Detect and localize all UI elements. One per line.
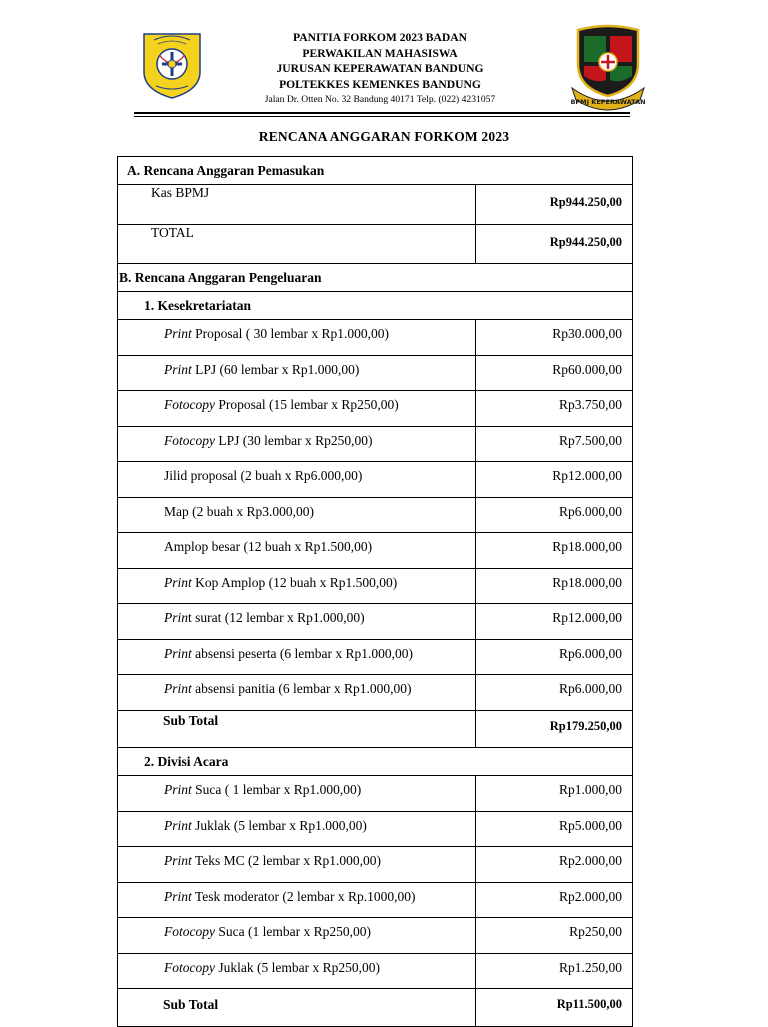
expense-item-description (118, 604, 476, 640)
income-amount: Rp944.250,00 (476, 185, 633, 225)
expense-item-text: Map (2 buah x Rp3.000,00) (164, 503, 314, 519)
expense-item-row (118, 639, 633, 675)
expense-item-amount: Rp6.000,00 (476, 639, 633, 675)
expense-item-row (118, 568, 633, 604)
expense-item-text: Proposal ( 30 lembar x Rp1.000,00) (191, 326, 389, 341)
expense-item-row (118, 847, 633, 883)
expense-item-row (118, 320, 633, 356)
expense-item-description (118, 391, 476, 427)
expense-item-description (118, 426, 476, 462)
expense-item-description (118, 918, 476, 954)
expense-item-text: Juklak (5 lembar x Rp1.000,00) (191, 817, 367, 833)
subtotal-row (118, 710, 633, 748)
expense-item-description (118, 639, 476, 675)
bpmj-keperawatan-shield-icon (568, 22, 648, 112)
expense-item-description (118, 568, 476, 604)
expense-item-description (118, 675, 476, 711)
expense-item-text: Kop Amplop (12 buah x Rp1.500,00) (191, 574, 398, 590)
income-label: TOTAL (118, 224, 476, 264)
svg-text:BPMJ KEPERAWATAN: BPMJ KEPERAWATAN (570, 98, 646, 106)
expense-item-row (118, 918, 633, 954)
expense-item-description (118, 355, 476, 391)
expense-item-text: LPJ (30 lembar x Rp250,00) (214, 432, 373, 448)
org-line-4: POLTEKKES KEMENKES BANDUNG (279, 77, 481, 91)
expense-item-description (118, 462, 476, 498)
expense-item-row (118, 462, 633, 498)
expense-item-amount: Rp6.000,00 (476, 497, 633, 533)
expense-item-amount: Rp3.750,00 (476, 391, 633, 427)
expense-item-description (118, 882, 476, 918)
subtotal-row (118, 989, 633, 1027)
expense-heading: B. Rencana Anggaran Pengeluaran (118, 264, 633, 292)
expense-item-amount: Rp18.000,00 (476, 533, 633, 569)
income-total-row (118, 224, 633, 264)
income-amount: Rp944.250,00 (476, 224, 633, 264)
expense-item-emphasis: Prin (164, 610, 189, 625)
expense-item-text: Suca (1 lembar x Rp250,00) (214, 924, 371, 939)
expense-item-amount: Rp18.000,00 (476, 568, 633, 604)
organization-block (240, 30, 520, 105)
expense-item-text: Teks MC (2 lembar x Rp1.000,00) (191, 853, 382, 868)
expense-item-description (118, 533, 476, 569)
expense-item-row (118, 426, 633, 462)
expense-item-row (118, 533, 633, 569)
expense-item-row (118, 391, 633, 427)
expense-item-amount: Rp5.000,00 (476, 811, 633, 847)
income-heading: A. Rencana Anggaran Pemasukan (118, 157, 633, 185)
section-heading-row (118, 748, 633, 776)
expense-item-amount: Rp6.000,00 (476, 675, 633, 711)
income-heading-row (118, 157, 633, 185)
expense-item-text: LPJ (60 lembar x Rp1.000,00) (191, 361, 360, 377)
expense-item-text: Suca ( 1 lembar x Rp1.000,00) (191, 782, 362, 797)
expense-item-amount: Rp30.000,00 (476, 320, 633, 356)
expense-item-emphasis: Print (164, 817, 192, 833)
expense-item-text: absensi peserta (6 lembar x Rp1.000,00) (191, 645, 413, 661)
expense-item-amount: Rp1.000,00 (476, 776, 633, 812)
expense-item-emphasis: Fotocopy (164, 432, 215, 448)
budget-table (117, 156, 633, 1027)
income-label: Kas BPMJ (118, 185, 476, 225)
subtotal-amount: Rp11.500,00 (476, 989, 633, 1027)
expense-item-row (118, 355, 633, 391)
expense-item-text: t surat (12 lembar x Rp1.000,00) (188, 610, 365, 625)
org-line-1: PANITIA FORKOM 2023 BADAN (292, 31, 467, 44)
subtotal-label: Sub Total (118, 710, 476, 748)
expense-item-row (118, 882, 633, 918)
poltekkes-bandung-seal-icon (136, 28, 208, 100)
expense-item-emphasis: Print (164, 782, 192, 797)
expense-item-description (118, 320, 476, 356)
expense-item-emphasis: Print (164, 853, 192, 868)
expense-item-description (118, 811, 476, 847)
letterhead-rule-thick (134, 112, 630, 114)
expense-item-text: absensi panitia (6 lembar x Rp1.000,00) (191, 681, 412, 696)
letterhead (0, 0, 768, 125)
expense-item-row (118, 811, 633, 847)
expense-item-text: Juklak (5 lembar x Rp250,00) (214, 959, 380, 975)
expense-item-amount: Rp60.000,00 (476, 355, 633, 391)
expense-item-row (118, 776, 633, 812)
subtotal-amount: Rp179.250,00 (476, 710, 633, 748)
expense-item-row (118, 604, 633, 640)
expense-item-text: Tesk moderator (2 lembar x Rp.1000,00) (191, 888, 416, 904)
org-address: Jalan Dr. Otten No. 32 Bandung 40171 Telp. (022) 4231057 (264, 94, 496, 105)
expense-item-row (118, 675, 633, 711)
expense-item-emphasis: Fotocopy (164, 397, 215, 412)
section-heading-row (118, 292, 633, 320)
expense-item-row (118, 953, 633, 989)
expense-item-emphasis: Print (164, 326, 192, 341)
expense-item-row (118, 497, 633, 533)
expense-item-emphasis: Print (164, 645, 192, 661)
expense-item-emphasis: Print (164, 888, 192, 904)
expense-item-amount: Rp1.250,00 (476, 953, 633, 989)
org-line-2: PERWAKILAN MAHASISWA (302, 46, 458, 60)
income-row (118, 185, 633, 225)
expense-item-description (118, 497, 476, 533)
expense-item-text: Proposal (15 lembar x Rp250,00) (214, 397, 399, 412)
expense-item-emphasis: Fotocopy (164, 924, 215, 939)
expense-item-description (118, 847, 476, 883)
expense-item-emphasis: Print (164, 574, 192, 590)
expense-item-amount: Rp2.000,00 (476, 882, 633, 918)
document-title: RENCANA ANGGARAN FORKOM 2023 (258, 129, 510, 144)
expense-item-text: Jilid proposal (2 buah x Rp6.000,00) (164, 468, 363, 483)
subtotal-label: Sub Total (118, 989, 476, 1027)
expense-item-amount: Rp7.500,00 (476, 426, 633, 462)
section-heading: 1. Kesekretariatan (118, 292, 633, 320)
expense-item-amount: Rp12.000,00 (476, 462, 633, 498)
letterhead-rule-thin (134, 116, 630, 117)
org-line-3: JURUSAN KEPERAWATAN BANDUNG (276, 62, 484, 75)
expense-item-amount: Rp12.000,00 (476, 604, 633, 640)
section-heading: 2. Divisi Acara (118, 748, 633, 776)
expense-item-text: Amplop besar (12 buah x Rp1.500,00) (164, 539, 373, 554)
expense-item-emphasis: Fotocopy (164, 959, 215, 975)
expense-heading-row (118, 264, 633, 292)
expense-item-description (118, 953, 476, 989)
expense-item-description (118, 776, 476, 812)
expense-item-emphasis: Print (164, 681, 192, 696)
expense-item-amount: Rp250,00 (476, 918, 633, 954)
expense-item-emphasis: Print (164, 361, 192, 377)
expense-item-amount: Rp2.000,00 (476, 847, 633, 883)
